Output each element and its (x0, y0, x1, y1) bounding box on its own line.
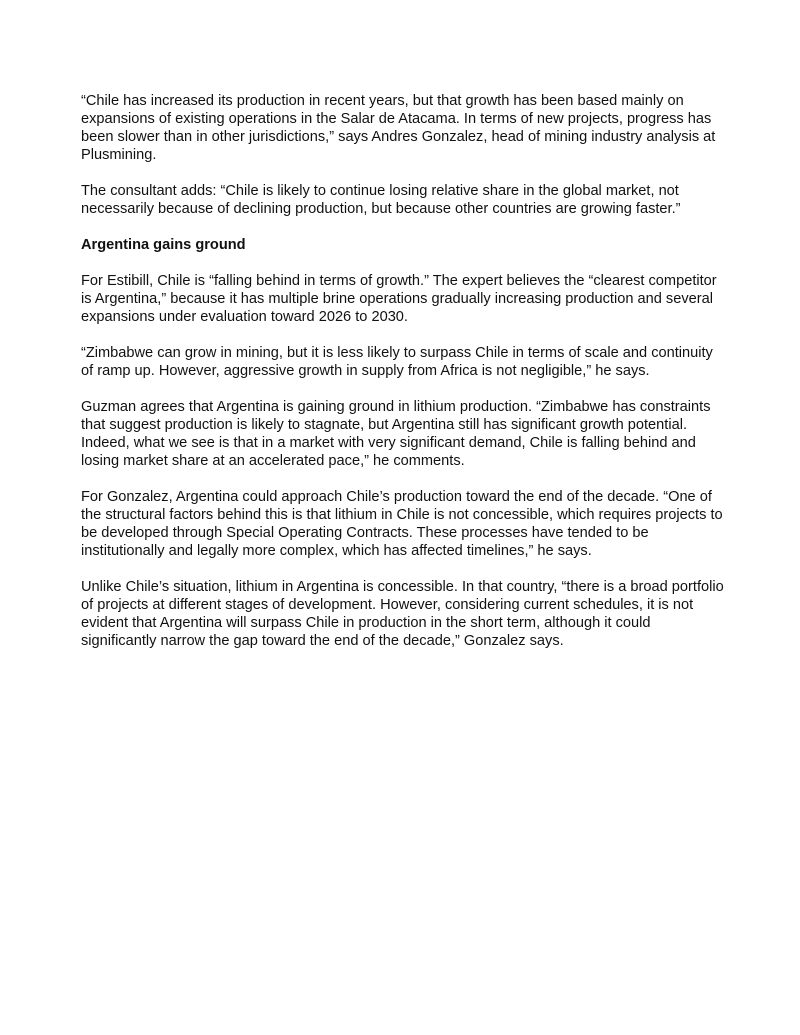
section-heading: Argentina gains ground (81, 237, 246, 253)
paragraph-guzman: Guzman agrees that Argentina is gaining ground in lithium production. “Zimbabwe has constraints that suggest production is likely to stagnate, but Argentina still has significant growth potential. Indeed, what we see is that in a market with very significant demand, Chile is falling behind and losing market share at an accelerated pace,” he comments. (81, 399, 711, 469)
paragraph-consultant-adds: The consultant adds: “Chile is likely to continue losing relative share in the global market, not necessarily because of declining production, but because other countries are growing faster.” (81, 183, 681, 217)
paragraph-gonzalez-quote: “Chile has increased its production in recent years, but that growth has been based mainly on expansions of existing operations in the Salar de Atacama. In terms of new projects, progress has been slower than in other jurisdictions,” says Andres Gonzalez, head of mining industry analysis at Plusmining. (81, 93, 716, 163)
paragraph-gonzalez-structural: For Gonzalez, Argentina could approach Chile’s production toward the end of the decade. “One of the structural factors behind this is that lithium in Chile is not concessible, which requires projects to be developed through Special Operating Contracts. These processes have tended to be institutionally and legally more complex, which has affected timelines,” he says. (81, 489, 723, 559)
paragraph-concessible: Unlike Chile’s situation, lithium in Argentina is concessible. In that country, “there is a broad portfolio of projects at different stages of development. However, considering current schedules, it is not evident that Argentina will surpass Chile in production in the short term, although it could significantly narrow the gap toward the end of the decade,” Gonzalez says. (81, 579, 724, 649)
document-page (81, 92, 726, 668)
paragraph-estibill: For Estibill, Chile is “falling behind in terms of growth.” The expert believes the “clearest competitor is Argentina,” because it has multiple brine operations gradually increasing production and several expansions under evaluation toward 2026 to 2030. (81, 273, 717, 325)
paragraph-zimbabwe-quote: “Zimbabwe can grow in mining, but it is less likely to surpass Chile in terms of scale and continuity of ramp up. However, aggressive growth in supply from Africa is not negligible,” he says. (81, 345, 713, 379)
